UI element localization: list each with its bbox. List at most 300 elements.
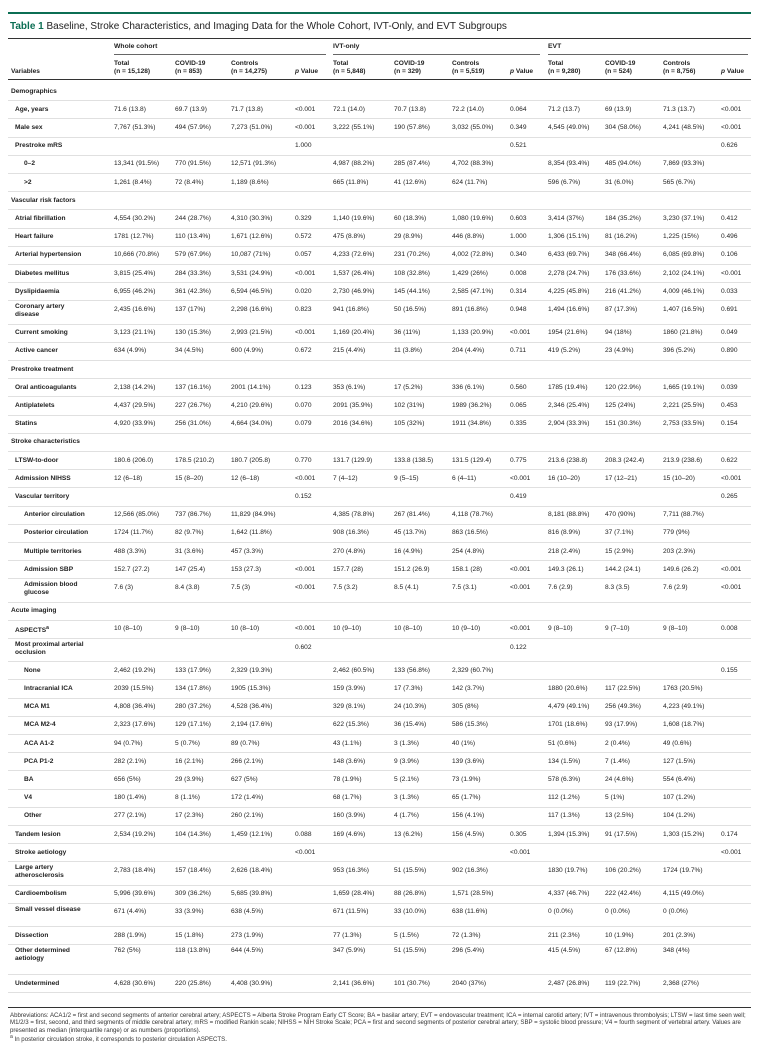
table-cell: 208.3 (242.4) [605, 456, 645, 464]
table-cell: 7,273 (51.0%) [231, 123, 273, 131]
column-header: COVID-19 (n = 853) [175, 60, 206, 75]
table-cell: 142 (3.7%) [452, 684, 485, 692]
table-cell: 13 (2.5%) [605, 812, 634, 820]
table-cell: 1,306 (15.1%) [548, 233, 590, 241]
table-cell: 891 (16.8%) [452, 305, 488, 313]
table-cell: 0.079 [295, 420, 312, 428]
table-cell: 4,337 (46.7%) [548, 890, 590, 898]
group-title: IVT-only [333, 43, 360, 50]
table-cell: 12,571 (91.3%) [231, 160, 277, 168]
table-cell: <0.001 [721, 474, 742, 482]
row-label: Admission NIHSS [15, 474, 71, 482]
table-cell: 254 (4.8%) [452, 547, 485, 555]
table-cell: 296 (5.4%) [452, 947, 485, 955]
table-cell: 2 (0.4%) [605, 739, 630, 747]
table-cell: 36 (11%) [394, 329, 421, 337]
table-cell: 665 (11.8%) [333, 178, 369, 186]
table-cell: 305 (8%) [452, 703, 479, 711]
table-cell: 169 (4.6%) [333, 830, 366, 838]
table-cell: 0 (0.0%) [605, 908, 630, 916]
table-cell: 131.5 (129.4) [452, 456, 492, 464]
table-cell: 29 (8.9%) [394, 233, 423, 241]
table-cell: 2039 (15.5%) [114, 684, 154, 692]
table-cell: 12 (6–18) [231, 474, 260, 482]
table-cell: 1.000 [295, 142, 312, 150]
row-label: Posterior circulation [24, 529, 89, 537]
row-label: Antiplatelets [15, 401, 55, 409]
row-label: LTSW-to-door [15, 456, 59, 464]
table-cell: 0 (0.0%) [663, 908, 688, 916]
table-cell: 353 (6.1%) [333, 383, 366, 391]
row-label: MCA M1 [24, 703, 50, 711]
row-label: Large artery atherosclerosis [15, 864, 64, 879]
table-cell: 2040 (37%) [452, 979, 487, 987]
table-cell: 277 (2.1%) [114, 812, 147, 820]
table-cell: 2,141 (36.6%) [333, 979, 375, 987]
table-cell: 213.9 (238.6) [663, 456, 703, 464]
table-cell: 2,102 (24.1%) [663, 269, 705, 277]
table-cell: <0.001 [295, 583, 316, 591]
table-cell: 446 (8.8%) [452, 233, 485, 241]
table-cell: 0.496 [721, 233, 738, 241]
table-cell: 133 (56.8%) [394, 666, 430, 674]
table-cell: 488 (3.3%) [114, 547, 147, 555]
row-label: Current smoking [15, 329, 68, 337]
table-cell: 129 (17.1%) [175, 721, 211, 729]
table-cell: 13,341 (91.5%) [114, 160, 160, 168]
row-label: Dyslipidaemia [15, 287, 60, 295]
row-label: Other [24, 812, 42, 820]
table-cell: 0.890 [721, 347, 738, 355]
table-cell: <0.001 [721, 123, 742, 131]
table-cell: 284 (33.3%) [175, 269, 211, 277]
table-cell: 15 (10–20) [663, 474, 695, 482]
table-cell: 578 (6.3%) [548, 775, 581, 783]
table-cell: 2,462 (60.5%) [333, 666, 375, 674]
table-cell: 72.2 (14.0) [452, 105, 484, 113]
section-label: Demographics [11, 87, 57, 95]
table-cell: 222 (42.4%) [605, 890, 641, 898]
row-label: V4 [24, 794, 33, 802]
row-label: Anterior circulation [24, 511, 85, 519]
table-cell: 134 (17.8%) [175, 684, 211, 692]
table-cell: 1954 (21.6%) [548, 329, 588, 337]
table-cell: 10 (8–10) [394, 625, 423, 633]
row-label: Admission SBP [24, 565, 74, 573]
table-cell: 24 (10.3%) [394, 703, 427, 711]
table-cell: 119 (22.7%) [605, 979, 641, 987]
table-cell: 1781 (12.7%) [114, 233, 154, 241]
table-cell: 419 (5.2%) [548, 347, 581, 355]
table-cell: 0.711 [510, 347, 527, 355]
table-cell: 82 (9.7%) [175, 529, 204, 537]
header-variables: Variables [11, 68, 40, 75]
table-cell: 180.6 (206.0) [114, 456, 154, 464]
table-cell: 0.626 [721, 142, 738, 150]
table-cell: 17 (12–21) [605, 474, 637, 482]
table-cell: 9 (3.9%) [394, 757, 419, 765]
table-cell: 2,194 (17.6%) [231, 721, 273, 729]
table-cell: 1880 (20.6%) [548, 684, 588, 692]
table-cell: 2,221 (25.5%) [663, 401, 705, 409]
table-cell: 4,664 (34.0%) [231, 420, 273, 428]
table-cell: 0.305 [510, 830, 527, 838]
table-cell: 863 (16.5%) [452, 529, 488, 537]
table-cell: 816 (8.9%) [548, 529, 581, 537]
table-cell: 494 (57.9%) [175, 123, 211, 131]
table-cell: 2,368 (27%) [663, 979, 699, 987]
table-cell: 1785 (19.4%) [548, 383, 588, 391]
row-label: Admission blood glucose [24, 581, 78, 596]
table-cell: 17 (2.3%) [175, 812, 204, 820]
table-cell: 125 (24%) [605, 401, 636, 409]
table-cell: <0.001 [295, 565, 316, 573]
table-cell: 6,594 (46.5%) [231, 287, 273, 295]
table-cell: 902 (16.3%) [452, 866, 488, 874]
table-cell: 71.2 (13.7) [548, 105, 580, 113]
table-cell: 50 (16.5%) [394, 305, 427, 313]
table-cell: 0.008 [721, 625, 738, 633]
column-header: Total (n = 15,128) [114, 60, 151, 75]
table-cell: 2,783 (18.4%) [114, 866, 156, 874]
table-cell: 2,753 (33.5%) [663, 420, 705, 428]
section-label: Acute imaging [11, 607, 57, 615]
table-cell: 118 (13.8%) [175, 947, 211, 955]
row-label: PCA P1-2 [24, 757, 54, 765]
table-cell: 9 (8–10) [663, 625, 688, 633]
table-cell: 7,767 (51.3%) [114, 123, 156, 131]
table-cell: 153 (27.3) [231, 565, 262, 573]
table-cell: 10 (8–10) [114, 625, 143, 633]
table-cell: 220 (25.8%) [175, 979, 211, 987]
table-cell: 1,407 (16.5%) [663, 305, 705, 313]
table-caption: Baseline, Stroke Characteristics, and Imaging Data for the Whole Cohort, IVT-Only, and EVT Subgroups [46, 21, 507, 32]
header-rule [8, 79, 751, 80]
table-cell: 4,987 (88.2%) [333, 160, 375, 168]
table-cell: 0.453 [721, 401, 738, 409]
table-cell: 266 (2.1%) [231, 757, 264, 765]
table-cell: 7.5 (3) [231, 583, 251, 591]
table-cell: 231 (70.2%) [394, 251, 430, 259]
table-cell: 8 (1.1%) [175, 794, 200, 802]
column-header: Controls (n = 5,519) [452, 60, 485, 75]
table-cell: 23 (4.9%) [605, 347, 634, 355]
table-cell: 81 (16.2%) [605, 233, 638, 241]
table-cell: 0.070 [295, 401, 312, 409]
table-cell: 415 (4.5%) [548, 947, 581, 955]
section-row [8, 360, 751, 379]
table-cell: 7.6 (2.9) [548, 583, 573, 591]
table-cell: 104 (1.2%) [663, 812, 696, 820]
table-cell: 1,169 (20.4%) [333, 329, 375, 337]
table-cell: 3 (1.3%) [394, 794, 419, 802]
table-cell: 69.7 (13.9) [175, 105, 207, 113]
table-cell: 1,429 (26%) [452, 269, 488, 277]
table-cell: 336 (6.1%) [452, 383, 485, 391]
table-cell: 68 (1.7%) [333, 794, 362, 802]
table-cell: 4,385 (78.8%) [333, 511, 375, 519]
table-cell: 144.2 (24.1) [605, 565, 641, 573]
table-cell: 3,222 (55.1%) [333, 123, 375, 131]
table-cell: 131.7 (129.9) [333, 456, 373, 464]
table-cell: 45 (13.7%) [394, 529, 427, 537]
table-cell: 17 (5.2%) [394, 383, 423, 391]
table-cell: 60 (18.3%) [394, 214, 427, 222]
table-cell: 329 (8.1%) [333, 703, 366, 711]
table-cell: 1,459 (12.1%) [231, 830, 273, 838]
table-cell: 671 (4.4%) [114, 908, 147, 916]
table-cell: 0.603 [510, 214, 527, 222]
table-cell: 1,225 (15%) [663, 233, 699, 241]
table-cell: 134 (1.5%) [548, 757, 581, 765]
table-cell: 120 (22.9%) [605, 383, 641, 391]
table-cell: 51 (15.5%) [394, 947, 427, 955]
table-cell: 72 (8.4%) [175, 178, 204, 186]
table-cell: 0.064 [510, 105, 527, 113]
table-cell: 8.3 (3.5) [605, 583, 630, 591]
table-cell: <0.001 [721, 269, 742, 277]
table-cell: 5 (0.7%) [175, 739, 200, 747]
table-cell: 180 (1.4%) [114, 794, 147, 802]
table-cell: 137 (17%) [175, 305, 206, 313]
table-cell: 227 (26.7%) [175, 401, 211, 409]
table-cell: 7.5 (3.1) [452, 583, 477, 591]
table-cell: 304 (58.0%) [605, 123, 641, 131]
table-cell: 10 (1.9%) [605, 931, 634, 939]
section-row [8, 433, 751, 452]
table-cell: 157.7 (28) [333, 565, 364, 573]
row-label: 0–2 [24, 160, 36, 168]
table-cell: 117 (22.5%) [605, 684, 641, 692]
table-cell: 72.1 (14.0) [333, 105, 365, 113]
title-rule [8, 38, 751, 39]
section-row [8, 82, 751, 101]
table-cell: <0.001 [721, 105, 742, 113]
column-header: p Value [721, 68, 745, 75]
table-cell: 4,002 (72.8%) [452, 251, 494, 259]
row-label: Arterial hypertension [15, 251, 82, 259]
table-cell: 158.1 (28) [452, 565, 483, 573]
table-cell: 941 (16.8%) [333, 305, 369, 313]
table-cell: 1911 (34.8%) [452, 420, 492, 428]
bottom-rule [8, 1007, 751, 1008]
table-cell: <0.001 [510, 329, 531, 337]
table-cell: 172 (1.4%) [231, 794, 264, 802]
table-cell: 29 (3.9%) [175, 775, 204, 783]
table-cell: 2,534 (19.2%) [114, 830, 156, 838]
group-underline [114, 54, 326, 55]
table-cell: 256 (31.0%) [175, 420, 211, 428]
column-header: Controls (n = 14,275) [231, 60, 268, 75]
table-cell: 71.6 (13.8) [114, 105, 146, 113]
section-label: Stroke characteristics [11, 438, 80, 446]
table-cell: 270 (4.8%) [333, 547, 366, 555]
table-cell: 133.8 (138.5) [394, 456, 434, 464]
table-cell: 4,437 (29.5%) [114, 401, 156, 409]
table-cell: 627 (5%) [231, 775, 258, 783]
table-cell: 256 (49.3%) [605, 703, 641, 711]
table-cell: 347 (5.9%) [333, 947, 366, 955]
table-cell: 638 (11.6%) [452, 908, 488, 916]
row-label: Most proximal arterial occlusion [15, 641, 84, 656]
table-cell: 0.152 [295, 492, 312, 500]
table-cell: 1,571 (28.5%) [452, 890, 494, 898]
row-label: Active cancer [15, 347, 58, 355]
table-cell: 6 (4–11) [452, 474, 477, 482]
table-cell: <0.001 [295, 848, 316, 856]
table-cell: 361 (42.3%) [175, 287, 211, 295]
table-cell: 5 (1%) [605, 794, 625, 802]
table-cell: 1,140 (19.6%) [333, 214, 375, 222]
table-cell: 10 (9–10) [452, 625, 481, 633]
table-row [8, 638, 751, 662]
table-cell: 309 (36.2%) [175, 890, 211, 898]
row-label: Stroke aetiology [15, 848, 67, 856]
table-cell: 1763 (20.5%) [663, 684, 703, 692]
table-cell: 4,241 (48.5%) [663, 123, 705, 131]
table-cell: 9 (5–15) [394, 474, 419, 482]
table-cell: 15 (2.9%) [605, 547, 634, 555]
table-cell: 1905 (15.3%) [231, 684, 271, 692]
abbreviations-note: Abbreviations: ACA1/2 = first and second segments of anterior cerebral artery; ASPECTS = Alberta Stroke Program Early CT Score; BA = basilar artery; EVT = endovascular treatment; ICA = internal carotid artery; IVT = intravenous thrombolysis; LTSW = last time seen well; M1/2/3 = first, second, and third segments of middle cerebral artery; mRS = modified Rankin scale; NIHSS = NIH Stroke Scale; PCA = first and second segments of posterior cerebral artery; SBP = systolic blood pressure; V4 = fourth segment of vertebral artery. Values are presented as median (interquartile range) or as numbers (proportions). [10, 1012, 746, 1034]
table-cell: 0.775 [510, 456, 527, 464]
table-cell: 31 (6.0%) [605, 178, 634, 186]
row-label: >2 [24, 178, 32, 186]
table-cell: 7.6 (2.9) [663, 583, 688, 591]
table-cell: 0.419 [510, 492, 527, 500]
table-cell: 3,414 (37%) [548, 214, 584, 222]
table-cell: 184 (35.2%) [605, 214, 641, 222]
table-cell: 101 (30.7%) [394, 979, 430, 987]
table-cell: 4,808 (36.4%) [114, 703, 156, 711]
table-cell: 908 (16.3%) [333, 529, 369, 537]
table-cell: 8.5 (4.1) [394, 583, 419, 591]
table-cell: 67 (12.8%) [605, 947, 638, 955]
table-cell: 1,133 (20.9%) [452, 329, 494, 337]
table-cell: 1,642 (11.8%) [231, 529, 272, 537]
table-cell: 6,433 (69.7%) [548, 251, 590, 259]
row-label: Other determined aetiology [15, 947, 70, 962]
table-cell: 69 (13.9) [605, 105, 632, 113]
table-cell: 4,233 (72.6%) [333, 251, 375, 259]
table-cell: 770 (91.5%) [175, 160, 211, 168]
table-cell: 737 (86.7%) [175, 511, 211, 519]
table-cell: 586 (15.3%) [452, 721, 488, 729]
table-cell: 160 (3.9%) [333, 812, 366, 820]
column-header: Total (n = 9,280) [548, 60, 581, 75]
table-cell: 108 (32.8%) [394, 269, 430, 277]
table-cell: 9 (8–10) [548, 625, 573, 633]
table-cell: 1,494 (16.6%) [548, 305, 590, 313]
table-cell: 104 (14.3%) [175, 830, 211, 838]
table-cell: 396 (5.2%) [663, 347, 696, 355]
section-label: Vascular risk factors [11, 196, 76, 204]
table-cell: 156 (4.1%) [452, 812, 485, 820]
row-label: Atrial fibrillation [15, 214, 66, 222]
table-cell: 2,585 (47.1%) [452, 287, 494, 295]
table-cell: 2,278 (24.7%) [548, 269, 590, 277]
table-cell: 0.672 [295, 347, 312, 355]
table-cell: <0.001 [510, 474, 531, 482]
top-rule [8, 12, 751, 14]
table-title [10, 21, 507, 32]
table-cell: 10,666 (70.8%) [114, 251, 160, 259]
row-label: Undetermined [15, 979, 60, 987]
table-cell: 0.560 [510, 383, 527, 391]
table-cell: 3,032 (55.0%) [452, 123, 494, 131]
column-header: Controls (n = 8,756) [663, 60, 696, 75]
table-cell: 288 (1.9%) [114, 931, 147, 939]
table-cell: 260 (2.1%) [231, 812, 264, 820]
table-cell: 65 (1.7%) [452, 794, 481, 802]
table-cell: 2091 (35.9%) [333, 401, 373, 409]
table-cell: 77 (1.3%) [333, 931, 362, 939]
table-cell: 15 (1.8%) [175, 931, 204, 939]
table-cell: 1,659 (28.4%) [333, 890, 375, 898]
table-cell: 203 (2.3%) [663, 547, 696, 555]
table-cell: 12 (6–18) [114, 474, 143, 482]
table-cell: 656 (5%) [114, 775, 141, 783]
table-cell: 4,408 (30.9%) [231, 979, 273, 987]
table-cell: 2,626 (18.4%) [231, 866, 273, 874]
table-cell: 1,537 (26.4%) [333, 269, 375, 277]
row-label: Male sex [15, 123, 43, 131]
row-label: Cardioembolism [15, 890, 67, 898]
row-label: MCA M2-4 [24, 721, 56, 729]
table-cell: 151 (30.3%) [605, 420, 641, 428]
table-cell: 4,920 (33.9%) [114, 420, 156, 428]
column-header: COVID-19 (n = 329) [394, 60, 425, 75]
row-label: Heart failure [15, 233, 54, 241]
table-cell: 1989 (36.2%) [452, 401, 492, 409]
section-label: Prestroke treatment [11, 365, 74, 373]
table-cell: 4,554 (30.2%) [114, 214, 156, 222]
table-cell: 16 (2.1%) [175, 757, 204, 765]
table-cell: 0.602 [295, 643, 312, 651]
table-cell: 2,435 (16.6%) [114, 305, 156, 313]
table-cell: 0.412 [721, 214, 738, 222]
table-cell: 73 (1.9%) [452, 775, 481, 783]
table-cell: 31 (3.6%) [175, 547, 204, 555]
table-cell: 0.020 [295, 287, 312, 295]
table-cell: 1,665 (19.1%) [663, 383, 705, 391]
table-cell: 2,323 (17.6%) [114, 721, 156, 729]
table-cell: 348 (4%) [663, 947, 690, 955]
table-cell: 2001 (14.1%) [231, 383, 271, 391]
table-cell: 43 (1.1%) [333, 739, 362, 747]
table-cell: 554 (6.4%) [663, 775, 696, 783]
table-cell: <0.001 [510, 565, 531, 573]
table-cell: <0.001 [510, 583, 531, 591]
table-row [8, 487, 751, 506]
table-label: Table 1 [10, 21, 44, 32]
table-cell: 4,118 (78.7%) [452, 511, 493, 519]
table-cell: 127 (1.5%) [663, 757, 696, 765]
table-cell: 644 (4.5%) [231, 947, 264, 955]
table-cell: 779 (9%) [663, 529, 690, 537]
row-label: Age, years [15, 105, 49, 113]
table-cell: 0.065 [510, 401, 527, 409]
table-cell: 117 (1.3%) [548, 812, 580, 820]
table-cell: 3,531 (24.9%) [231, 269, 273, 277]
section-row [8, 602, 751, 621]
table-cell: 0.049 [721, 329, 738, 337]
table-cell: 216 (41.2%) [605, 287, 641, 295]
row-label: ACA A1-2 [24, 739, 54, 747]
table-cell: 1,671 (12.6%) [231, 233, 273, 241]
table-cell: 51 (0.6%) [548, 739, 577, 747]
table-cell: 565 (6.7%) [663, 178, 696, 186]
